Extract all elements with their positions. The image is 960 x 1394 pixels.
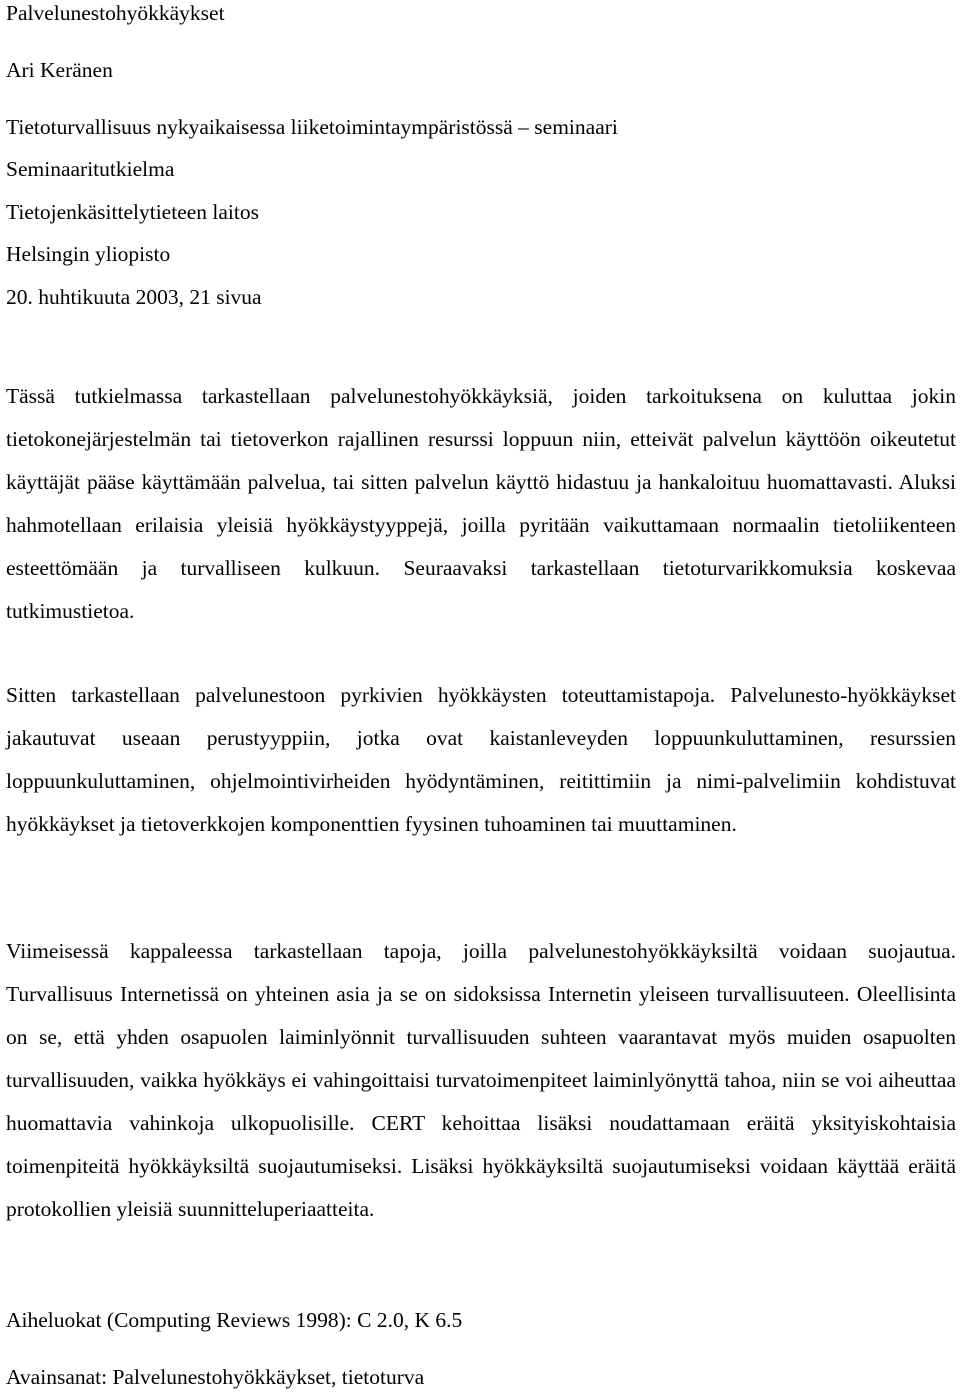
date-and-pages: 20. huhtikuuta 2003, 21 sivua xyxy=(6,285,262,309)
classification-line: Aiheluokat (Computing Reviews 1998): C 2.0, K 6.5 xyxy=(6,1308,463,1332)
document-type: Seminaaritutkielma xyxy=(6,157,175,181)
seminar-name: Tietoturvallisuus nykyaikaisessa liiketoimintaympäristössä – seminaari xyxy=(6,115,618,139)
department-name: Tietojenkäsittelytieteen laitos xyxy=(6,200,259,224)
thesis-title: Palvelunestohyökkäykset xyxy=(6,1,225,25)
abstract-paragraph-3: Viimeisessä kappaleessa tarkastellaan tapoja, joilla palvelunestohyökkäyksiltä voidaan suojautua. Turvallisuus Internetissä on yhteinen asia ja se on sidoksissa Internetin yleiseen turvallisuuteen. Oleellisinta on se, että yhden osapuolen laiminlyönnit turvallisuuden suhteen vaarantavat myös muiden osapuolten turvallisuuden, vaikka hyökkäys ei vahingoittaisi turvatoimenpiteet laiminlyönyttä tahoa, niin se voi aiheuttaa huomattavia vahinkoja ulkopuolisille. CERT kehoittaa lisäksi noudattamaan eräitä yksityiskohtaisia toimenpiteitä hyökkäyksiltä suojautumiseksi. Lisäksi hyökkäyksiltä suojautumiseksi voidaan käyttää eräitä protokollien yleisiä suunnitteluperiaatteita. xyxy=(6,939,956,1221)
abstract-paragraph-2: Sitten tarkastellaan palvelunestoon pyrkivien hyökkäysten toteuttamistapoja. Palvelunesto-hyökkäykset jakautuvat useaan perustyyppiin, jotka ovat kaistanleveyden loppuunkuluttaminen, resurssien loppuunkuluttaminen, ohjelmointivirheiden hyödyntäminen, reitittimiin ja nimi-palvelimiin kohdistuvat hyökkäykset ja tietoverkkojen komponenttien fyysinen tuhoaminen tai muuttaminen. xyxy=(6,683,956,836)
abstract-paragraph-1: Tässä tutkielmassa tarkastellaan palvelunestohyökkäyksiä, joiden tarkoituksena on kuluttaa jokin tietokonejärjestelmän tai tietoverkon rajallinen resurssi loppuun niin, etteivät palvelun käyttöön oikeutetut käyttäjät pääse käyttämään palvelua, tai sitten palvelun käyttö hidastuu ja hankaloituu huomattavasti. Aluksi hahmotellaan erilaisia yleisiä hyökkäystyyppejä, joilla pyritään vaikuttamaan normaalin tietoliikenteen esteettömään ja turvalliseen kulkuun. Seuraavaksi tarkastellaan tietoturvarikkomuksia koskevaa tutkimustietoa. xyxy=(6,384,956,623)
keywords-line: Avainsanat: Palvelunestohyökkäykset, tietoturva xyxy=(6,1365,425,1389)
university-name: Helsingin yliopisto xyxy=(6,242,171,266)
author-name: Ari Keränen xyxy=(6,58,113,82)
